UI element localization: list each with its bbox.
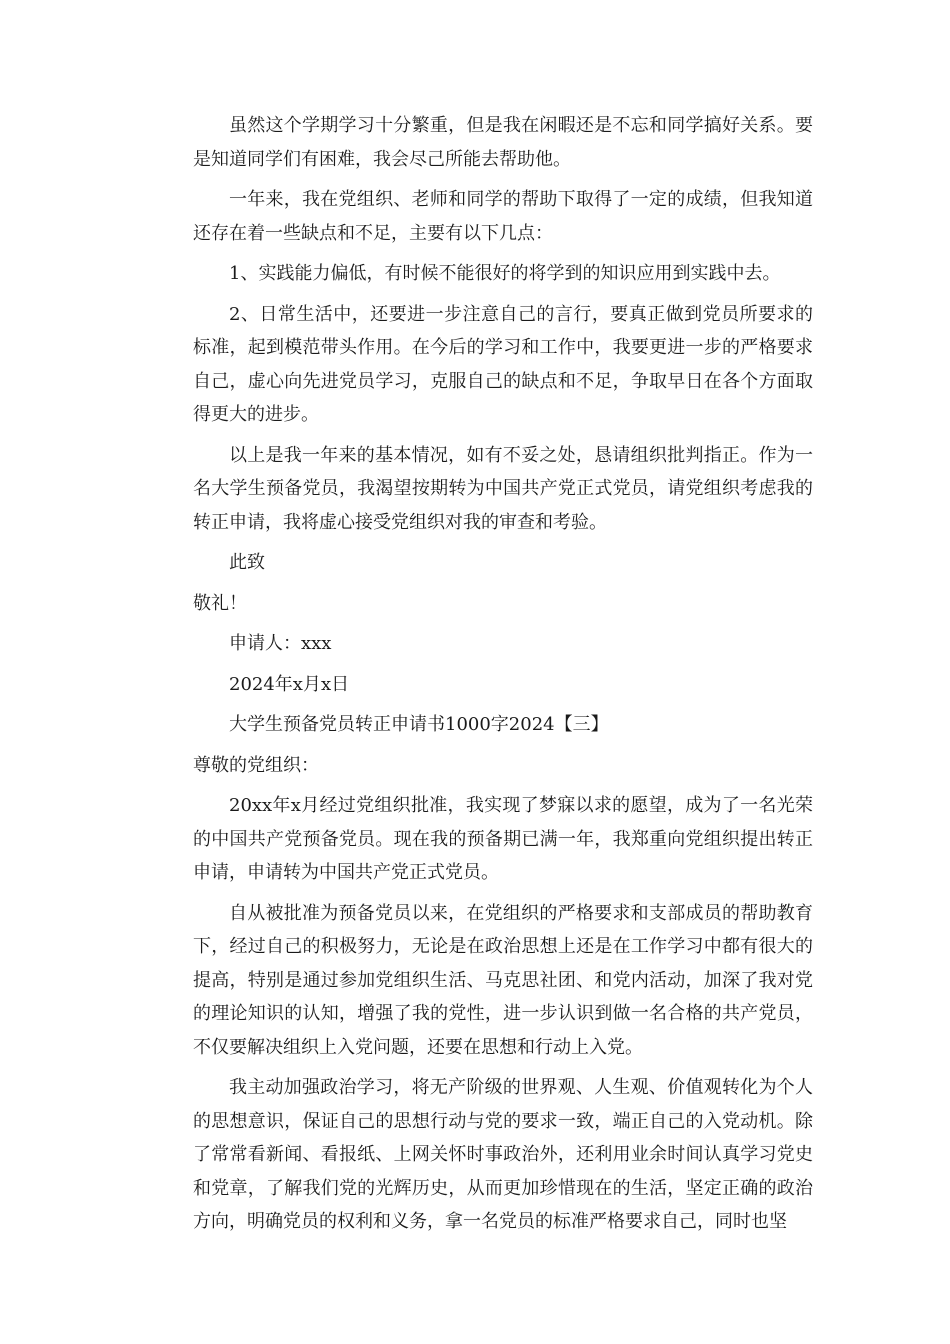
- paragraph-8: 我主动加强政治学习，将无产阶级的世界观、人生观、价值观转化为个人的思想意识，保证自己的思想行动与党的要求一致，端正自己的入党动机。除了常常看新闻、看报纸、上网关怀时事政治外，还利用业余时间认真学习党史和党章，了解我们党的光辉历史，从而更加珍惜现在的生活，坚定正确的政治方向，明确党员的权利和义务，拿一名党员的标准严格要求自己，同时也坚: [193, 1077, 813, 1232]
- paragraph-2: 一年来，我在党组织、老师和同学的帮助下取得了一定的成绩，但我知道还存在着一些缺点和不足，主要有以下几点：: [193, 189, 813, 244]
- greeting-line: 尊敬的党组织：: [193, 754, 319, 776]
- paragraph-1: 虽然这个学期学习十分繁重，但是我在闲暇还是不忘和同学搞好关系。要是知道同学们有困难，我会尽己所能去帮助他。: [193, 115, 813, 170]
- document-body: [193, 109, 813, 1246]
- section-title: 大学生预备党员转正申请书1000字2024【三】: [229, 714, 609, 735]
- closing-line: 此致: [229, 552, 265, 573]
- date-line: 2024年x月x日: [229, 673, 350, 695]
- paragraph-7: 自从被批准为预备党员以来，在党组织的严格要求和支部成员的帮助教育下，经过自己的积极努力，无论是在政治思想上还是在工作学习中都有很大的提高，特别是通过参加党组织生活、马克思社团、和党内活动，加深了我对党的理论知识的认知，增强了我的党性，进一步认识到做一名合格的共产党员，不仅要解决组织上入党问题，还要在思想和行动上入党。: [193, 902, 813, 1058]
- paragraph-6: 20xx年x月经过党组织批准，我实现了梦寐以求的愿望，成为了一名光荣的中国共产党预备党员。现在我的预备期已满一年，我郑重向党组织提出转正申请，申请转为中国共产党正式党员。: [193, 795, 813, 883]
- salute-line: 敬礼！: [193, 592, 247, 614]
- paragraph-3: 1、实践能力偏低，有时候不能很好的将学到的知识应用到实践中去。: [229, 263, 781, 284]
- paragraph-5: 以上是我一年来的基本情况，如有不妥之处，恳请组织批判指正。作为一名大学生预备党员，我渴望按期转为中国共产党正式党员，请党组织考虑我的转正申请，我将虚心接受党组织对我的审查和考验。: [193, 444, 813, 533]
- paragraph-4: 2、日常生活中，还要进一步注意自己的言行，要真正做到党员所要求的标准，起到模范带头作用。在今后的学习和工作中，我要更进一步的严格要求自己，虚心向先进党员学习，克服自己的缺点和不足，争取早日在各个方面取得更大的进步。: [193, 303, 813, 425]
- applicant-line: 申请人：xxx: [229, 633, 332, 654]
